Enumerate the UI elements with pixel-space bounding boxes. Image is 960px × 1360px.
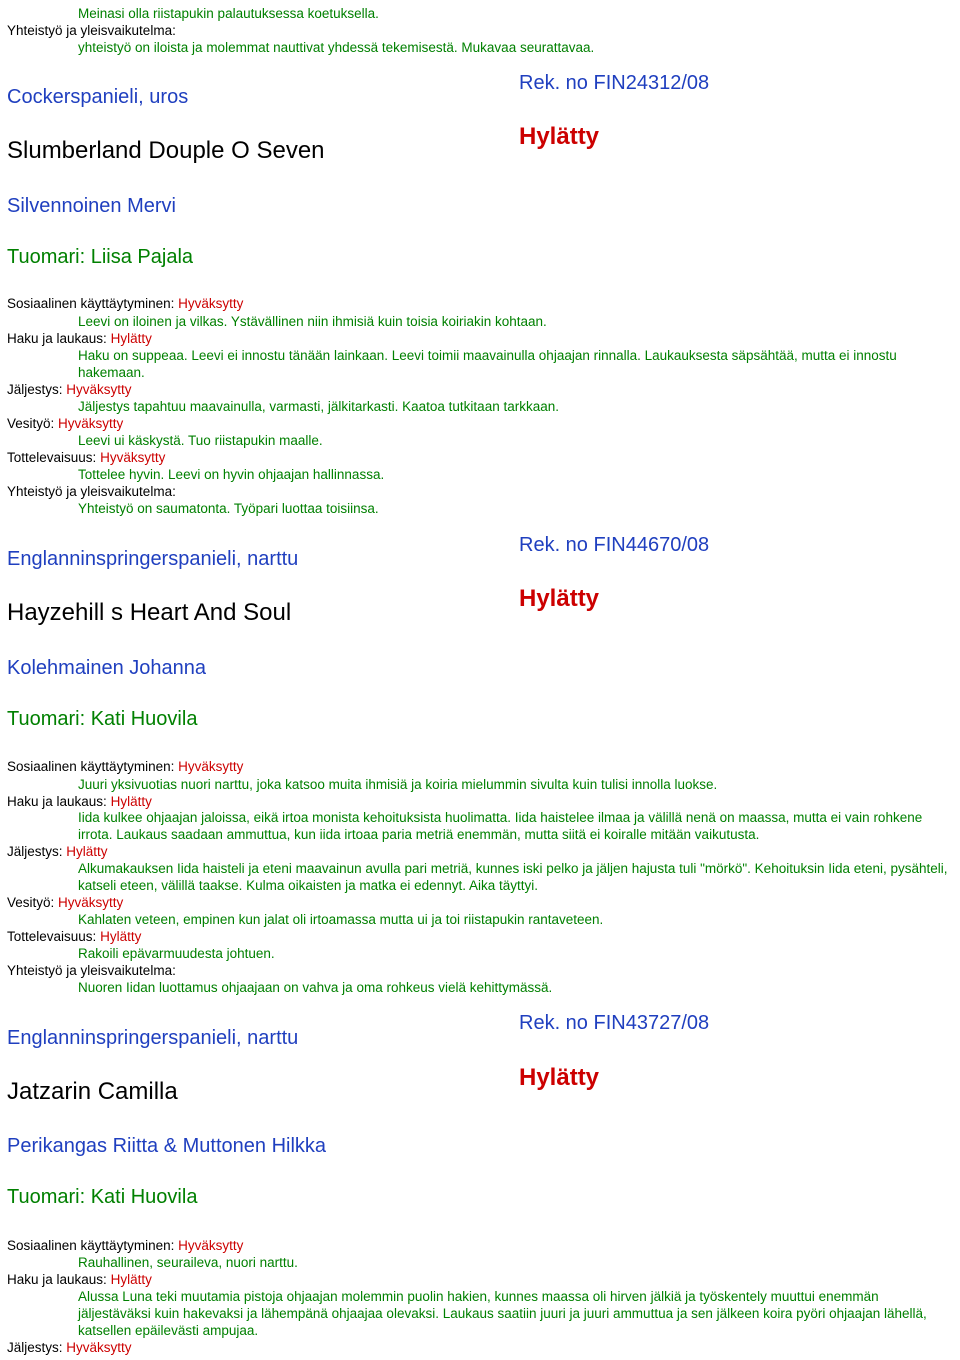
section-text: Alussa Luna teki muutamia pistoja ohjaajan molemmin puolin hakien, kunnes maassa oli hirven jälkiä ja työskentely muuttui enemmän jäljestäväksi kuin hakevaksi ja lähempänä ohjaajaa olevaksi. Laukaus saatiin juuri ja juuri ammuttua ja sen jälkeen koira pyöri ohjaajan lähellä, katsellen epäilevästi ampujaa. xyxy=(78,1289,927,1338)
section-text: Nuoren Iidan luottamus ohjaajaan on vahva ja oma rohkeus vielä kehittymässä. xyxy=(78,980,553,995)
section-header: Jäljestys: Hyväksytty xyxy=(7,382,132,397)
section-text: Jäljestys tapahtuu maavainulla, varmasti, jälkitarkasti. Kaatoa tutkitaan tarkkaan. xyxy=(78,399,559,414)
section-text: Alkumakauksen Iida haisteli ja eteni maavainun avulla pari metriä, kunnes iski pelko ja jäljen hajusta tuli "mörkö". Kehoituksin Iida eteni, pysähteli, katseli eteen, välillä taakse. Kulma oikaisten ja matka ei edennyt. Aika täyttyi. xyxy=(78,861,948,893)
section-header: Haku ja laukaus: Hylätty xyxy=(7,331,152,346)
section-header: Jäljestys: Hylätty xyxy=(7,844,108,859)
registration-number: Rek. no FIN24312/08 xyxy=(519,72,710,94)
judge-name: Tuomari: Liisa Pajala xyxy=(7,246,194,268)
section-text: Leevi on iloinen ja vilkas. Ystävällinen niin ihmisiä kuin toisia koiriakin kohtaan. xyxy=(78,314,547,329)
registration-number: Rek. no FIN43727/08 xyxy=(519,1012,710,1034)
result-label: Hylätty xyxy=(519,1064,600,1091)
section-text: Tottelee hyvin. Leevi on hyvin ohjaajan hallinnassa. xyxy=(78,467,385,482)
section-header: Sosiaalinen käyttäytyminen: Hyväksytty xyxy=(7,296,244,311)
section-header: Haku ja laukaus: Hylätty xyxy=(7,1272,152,1287)
result-label: Hylätty xyxy=(519,123,600,150)
section-header: Sosiaalinen käyttäytyminen: Hyväksytty xyxy=(7,759,244,774)
section-header: Yhteistyö ja yleisvaikutelma: xyxy=(7,484,176,499)
section-text: Rakoili epävarmuudesta johtuen. xyxy=(78,946,275,961)
section-header: Tottelevaisuus: Hyväksytty xyxy=(7,450,166,465)
section-header: Sosiaalinen käyttäytyminen: Hyväksytty xyxy=(7,1238,244,1253)
section-text: Juuri yksivuotias nuori narttu, joka katsoo muita ihmisiä ja koiria mielummin sivulta kuin tulisi innolla luokse. xyxy=(78,777,718,792)
section-text: Haku on suppeaa. Leevi ei innostu tänään lainkaan. Leevi toimii maavainulla ohjaajan rinnalla. Laukauksesta säpsähtää, mutta ei innostu hakemaan. xyxy=(78,348,897,380)
section-label: Yhteistyö ja yleisvaikutelma: xyxy=(7,23,176,38)
judge-name: Tuomari: Kati Huovila xyxy=(7,708,198,730)
section-header: Jäljestys: Hyväksytty xyxy=(7,1340,132,1355)
judge-name: Tuomari: Kati Huovila xyxy=(7,1186,198,1208)
section-text: Iida kulkee ohjaajan jaloissa, eikä irtoa monista kehoituksista huolimatta. Iida haistelee ilmaa ja välillä nenä on maassa, mutta ei vain rohkene irrota. Laukaus saadaan ammuttua, kun iida irtoaa paria metriä enemmän, mutta siitä ei koiralle mitään vaikutusta. xyxy=(78,810,923,842)
section-text: Leevi ui käskystä. Tuo riistapukin maalle. xyxy=(78,433,323,448)
section-text: Yhteistyö on saumatonta. Työpari luottaa toisiinsa. xyxy=(78,501,379,516)
section-text: Kahlaten veteen, empinen kun jalat oli irtoamassa mutta ui ja toi riistapukin rantaveteen. xyxy=(78,912,604,927)
section-header: Yhteistyö ja yleisvaikutelma: xyxy=(7,963,176,978)
section-header: Vesityö: Hyväksytty xyxy=(7,895,124,910)
section-text: Rauhallinen, seuraileva, nuori narttu. xyxy=(78,1255,298,1270)
dog-name: Slumberland Douple O Seven xyxy=(7,137,325,164)
top-text-line: Meinasi olla riistapukin palautuksessa koetuksella. xyxy=(78,6,379,21)
owner-name: Kolehmainen Johanna xyxy=(7,657,207,679)
result-label: Hylätty xyxy=(519,585,600,612)
owner-name: Perikangas Riitta & Muttonen Hilkka xyxy=(7,1135,327,1157)
dog-name: Jatzarin Camilla xyxy=(7,1078,178,1105)
section-header: Tottelevaisuus: Hylätty xyxy=(7,929,142,944)
breed-heading: Englanninspringerspanieli, narttu xyxy=(7,548,299,570)
breed-heading: Cockerspanieli, uros xyxy=(7,86,189,108)
top-text-line: yhteistyö on iloista ja molemmat nauttivat yhdessä tekemisestä. Mukavaa seurattavaa. xyxy=(78,40,595,55)
dog-name: Hayzehill s Heart And Soul xyxy=(7,599,292,626)
registration-number: Rek. no FIN44670/08 xyxy=(519,534,710,556)
section-header: Haku ja laukaus: Hylätty xyxy=(7,794,152,809)
breed-heading: Englanninspringerspanieli, narttu xyxy=(7,1027,299,1049)
owner-name: Silvennoinen Mervi xyxy=(7,195,176,217)
section-header: Vesityö: Hyväksytty xyxy=(7,416,124,431)
